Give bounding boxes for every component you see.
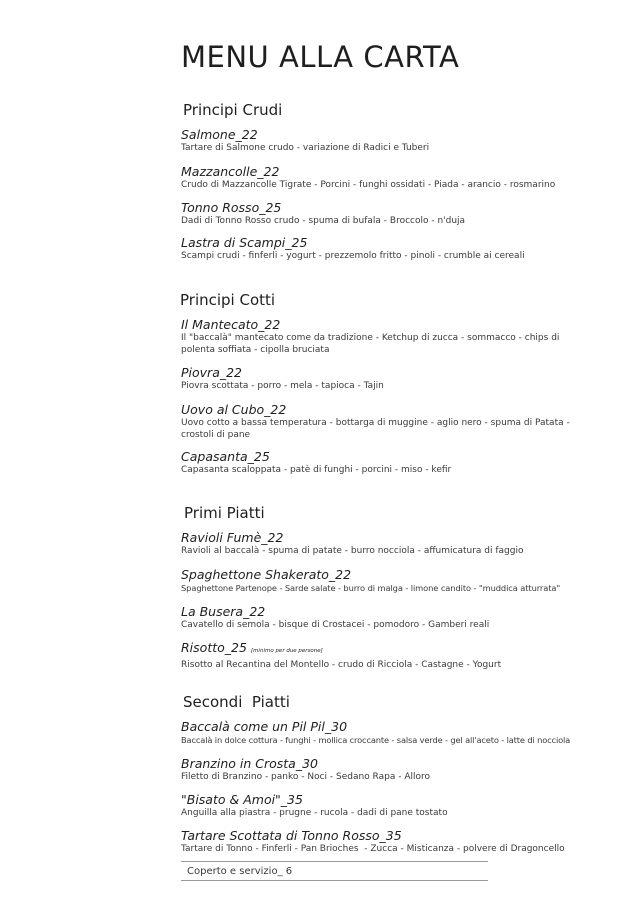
dish-description: Filetto di Branzino - panko - Noci - Sedano Rapa - Alloro	[181, 772, 431, 782]
dish-name: Tonno Rosso_25	[181, 200, 282, 215]
dish-note: [minimo per due persone]	[250, 648, 323, 654]
dish-name: La Busera_22	[181, 604, 266, 619]
dish-description: Capasanta scaloppata - patè di funghi - porcini - miso - kefir	[181, 465, 452, 475]
dish-description: Anguilla alla piastra - prugne - rucola - dadi di pane tostato	[181, 808, 448, 818]
dish-name: Tartare Scottata di Tonno Rosso_35	[181, 828, 402, 843]
dish-description: Ravioli al baccalà - spuma di patate - burro nocciola - affumicatura di faggio	[181, 546, 524, 556]
dish-item	[181, 756, 601, 783]
section-title-secondi-piatti: Secondi Piatti	[183, 693, 290, 711]
dish-item	[181, 792, 601, 819]
dish-description: Tartare di Tonno - Finferli - Pan Brioches - Zucca - Misticanza - polvere di Dragoncello	[181, 844, 565, 854]
dish-item	[181, 365, 601, 392]
dish-description: Risotto al Recantina del Montello - crudo di Ricciola - Castagne - Yogurt	[181, 660, 502, 670]
section-title-principi-crudi: Principi Crudi	[183, 101, 283, 119]
dish-name: Baccalà come un Pil Pil_30	[181, 719, 348, 734]
dish-name: Capasanta_25	[181, 449, 270, 464]
dish-name: Uovo al Cubo_22	[181, 402, 287, 417]
dish-item	[181, 530, 601, 557]
dish-item	[181, 719, 601, 746]
dish-name-row	[181, 640, 601, 659]
menu-title: MENU ALLA CARTA	[181, 40, 460, 74]
dish-description: Uovo cotto a bassa temperatura - bottarga di muggine - aglio nero - spuma di Patata - crostoli di pane	[181, 418, 570, 440]
dish-name: Ravioli Fumè_22	[181, 530, 284, 545]
dish-item	[181, 235, 601, 262]
dish-name: Mazzancolle_22	[181, 164, 280, 179]
dish-item	[181, 200, 601, 227]
dish-item	[181, 164, 601, 191]
dish-item	[181, 127, 601, 154]
dish-description: Scampi crudi - finferli - yogurt - prezzemolo fritto - pinoli - crumble ai cereali	[181, 251, 525, 261]
dish-name: Risotto_25	[181, 640, 247, 655]
dish-item	[181, 604, 601, 631]
section-title-primi-piatti: Primi Piatti	[184, 504, 265, 522]
dish-name: Piovra_22	[181, 365, 243, 380]
dish-name: "Bisato & Amoi"_35	[181, 792, 303, 807]
dish-name: Il Mantecato_22	[181, 317, 281, 332]
dish-item	[181, 449, 601, 476]
dish-item	[181, 402, 601, 441]
dish-item	[181, 828, 601, 855]
dish-description: Tartare di Salmone crudo - variazione di Radici e Tuberi	[181, 143, 430, 153]
dish-item	[181, 640, 601, 671]
dish-description: Il "baccalà" mantecato come da tradizione - Ketchup di zucca - sommacco - chips di polenta soffiata - cipolla bruciata	[181, 333, 560, 355]
dish-name: Branzino in Crosta_30	[181, 756, 318, 771]
cover-charge: Coperto e servizio_ 6	[181, 861, 488, 881]
dish-description: Baccalà in dolce cottura - funghi - mollica croccante - salsa verde - gel all'aceto - latte di nocciola	[181, 735, 571, 745]
dish-description: Crudo di Mazzancolle Tigrate - Porcini - funghi ossidati - Piada - arancio - rosmarino	[181, 180, 556, 190]
dish-description: Dadi di Tonno Rosso crudo - spuma di bufala - Broccolo - n'duja	[181, 216, 466, 226]
dish-name: Salmone_22	[181, 127, 258, 142]
dish-name: Lastra di Scampi_25	[181, 235, 308, 250]
dish-item	[181, 567, 601, 594]
dish-description: Cavatello di semola - bisque di Crostacei - pomodoro - Gamberi reali	[181, 620, 490, 630]
dish-description: Piovra scottata - porro - mela - tapioca - Tajin	[181, 381, 384, 391]
section-title-principi-cotti: Principi Cotti	[180, 291, 276, 309]
dish-name: Spaghettone Shakerato_22	[181, 567, 352, 582]
dish-item	[181, 317, 601, 356]
dish-description: Spaghettone Partenope - Sarde salate - burro di malga - limone candito - "muddica atturrata"	[181, 583, 561, 593]
